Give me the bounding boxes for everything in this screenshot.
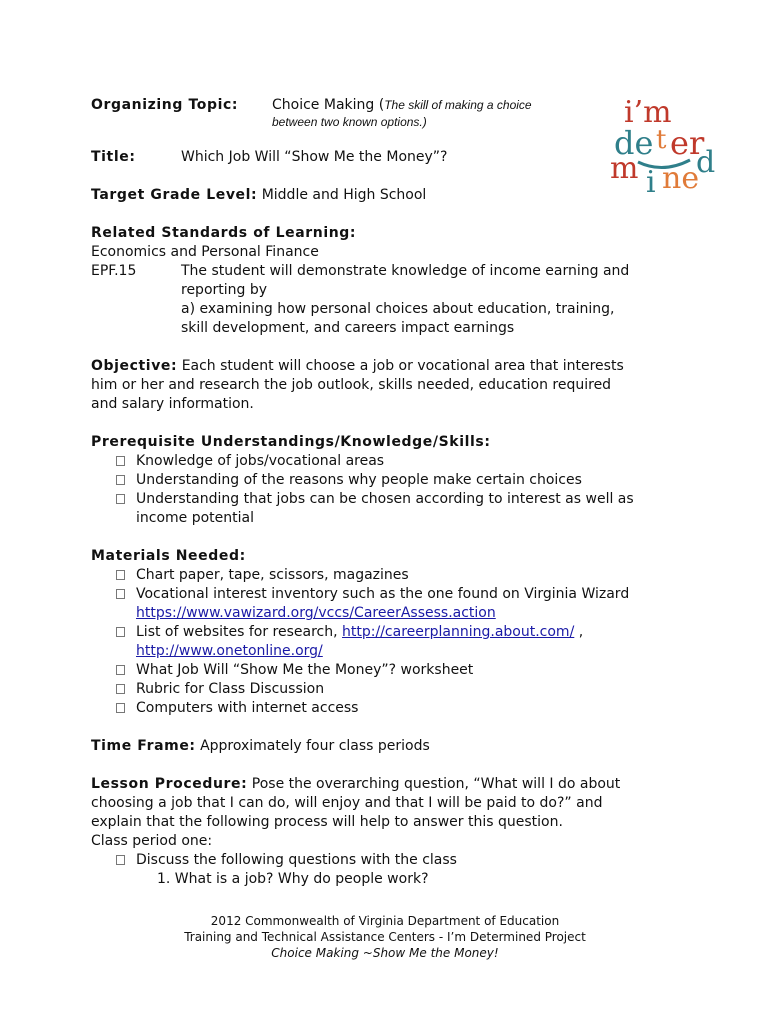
logo-text-de: de: [614, 124, 654, 162]
list-item: [115, 490, 691, 528]
title-row: [91, 148, 691, 167]
standard-text-line: a) examining how personal choices about education, training,: [181, 301, 615, 317]
procedure-label: Lesson Procedure:: [91, 776, 248, 792]
list-item: [115, 623, 691, 661]
numbered-question: 1. What is a job? Why do people work?: [157, 871, 429, 887]
checkbox-bullet-icon: [116, 703, 125, 713]
objective-text-line: him or her and research the job outlook, skills needed, education required: [91, 377, 612, 393]
time-frame-value: Approximately four class periods: [200, 738, 430, 754]
checkbox-bullet-icon: [116, 627, 125, 637]
lesson-plan-body: [91, 96, 691, 889]
procedure-text-line: Pose the overarching question, “What will I do about: [251, 776, 621, 792]
list-item-text: Computers with internet access: [136, 700, 359, 716]
list-item-text: income potential: [136, 510, 255, 526]
objective-text-line: Each student will choose a job or vocational area that interests: [181, 358, 624, 374]
checkbox-bullet-icon: [116, 570, 125, 580]
list-separator: ,: [578, 624, 584, 640]
title-value: Which Job Will “Show Me the Money”?: [181, 149, 448, 165]
organizing-topic-name: Choice Making: [272, 97, 375, 113]
standard-text-line: The student will demonstrate knowledge of income earning and: [181, 263, 630, 279]
standard-epf15: [91, 262, 691, 338]
grade-level: [91, 186, 691, 205]
list-item: [115, 851, 691, 870]
procedure-text-line: explain that the following process will help to answer this question.: [91, 814, 563, 830]
time-frame: [91, 737, 691, 756]
objective-section: [91, 357, 691, 414]
organizing-topic-row: [91, 96, 691, 136]
list-item-text: Chart paper, tape, scissors, magazines: [136, 567, 409, 583]
standards-section: [91, 224, 691, 338]
checkbox-bullet-icon: [116, 665, 125, 675]
standards-subject: Economics and Personal Finance: [91, 244, 319, 260]
list-item-text: What Job Will “Show Me the Money”? worksheet: [136, 662, 474, 678]
materials-heading: Materials Needed:: [91, 548, 246, 564]
checkbox-bullet-icon: [116, 475, 125, 485]
list-item-text: Rubric for Class Discussion: [136, 681, 325, 697]
title-label: Title:: [91, 149, 136, 165]
list-item-text: Vocational interest inventory such as the one found on Virginia Wizard: [136, 586, 630, 602]
logo-text-t: t: [656, 125, 667, 155]
careerplanning-link[interactable]: http://careerplanning.about.com/: [342, 624, 575, 640]
logo-text-im: i’m: [624, 95, 672, 130]
organizing-topic-note-line2: between two known options.): [272, 115, 427, 129]
footer-line: 2012 Commonwealth of Virginia Department of Education: [210, 914, 560, 928]
standards-heading: Related Standards of Learning:: [91, 225, 357, 241]
time-frame-label: Time Frame:: [91, 738, 196, 754]
grade-level-value: Middle and High School: [261, 187, 427, 203]
prerequisites-heading: Prerequisite Understandings/Knowledge/Skills:: [91, 434, 491, 450]
objective-text-line: and salary information.: [91, 396, 254, 412]
procedure-text-line: choosing a job that I can do, will enjoy and that I will be paid to do?” and: [91, 795, 603, 811]
organizing-topic-label: Organizing Topic:: [91, 97, 239, 113]
list-item: [115, 452, 691, 471]
list-item-text: List of websites for research,: [136, 624, 338, 640]
checkbox-bullet-icon: [116, 494, 125, 504]
list-item: [115, 699, 691, 718]
prerequisites-section: [91, 433, 691, 528]
grade-level-label: Target Grade Level:: [91, 187, 258, 203]
footer-line: Training and Technical Assistance Centers - I’m Determined Project: [184, 930, 586, 944]
checkbox-bullet-icon: [116, 684, 125, 694]
list-item: [115, 680, 691, 699]
list-item: [115, 566, 691, 585]
list-item-text: Understanding that jobs can be chosen according to interest as well as: [136, 491, 634, 507]
procedure-section: [91, 775, 691, 889]
footer-line: Choice Making ~Show Me the Money!: [271, 946, 499, 960]
list-item: [115, 471, 691, 490]
list-item-text: Understanding of the reasons why people make certain choices: [136, 472, 582, 488]
list-item-text: Discuss the following questions with the class: [136, 852, 457, 868]
procedure-text-line: Class period one:: [91, 833, 213, 849]
page-footer: [0, 913, 770, 961]
standard-text-line: reporting by: [181, 282, 268, 298]
list-item: [115, 661, 691, 680]
logo-text-i: i: [646, 165, 656, 200]
checkbox-bullet-icon: [116, 855, 125, 865]
list-item-text: Knowledge of jobs/vocational areas: [136, 453, 385, 469]
checkbox-bullet-icon: [116, 456, 125, 466]
onetonline-link[interactable]: http://www.onetonline.org/: [136, 643, 323, 659]
logo-text-m: m: [610, 151, 639, 186]
vawizard-link[interactable]: https://www.vawizard.org/vccs/CareerAssess.action: [136, 605, 496, 621]
logo-text-d: d: [696, 145, 716, 180]
organizing-topic-note-line1: The skill of making a choice: [384, 98, 532, 112]
standard-text-line: skill development, and careers impact earnings: [181, 320, 515, 336]
standard-code: EPF.15: [91, 263, 137, 279]
logo-text-er: er: [670, 124, 705, 162]
logo-text-ne: ne: [662, 161, 700, 196]
objective-label: Objective:: [91, 358, 178, 374]
list-item: [115, 585, 691, 623]
checkbox-bullet-icon: [116, 589, 125, 599]
materials-section: [91, 547, 691, 718]
organizing-topic-paren: (: [378, 97, 385, 113]
